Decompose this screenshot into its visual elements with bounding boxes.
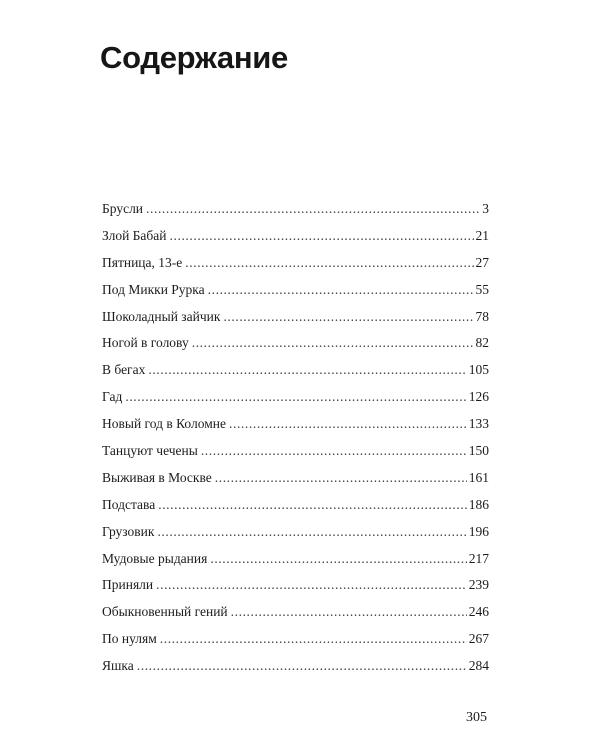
page-title: Содержание <box>100 40 288 75</box>
toc-entry-page-number: 267 <box>468 631 489 647</box>
dot-leader <box>192 335 474 351</box>
toc-entry <box>102 416 489 443</box>
toc-entry-page-number: 3 <box>482 201 489 216</box>
toc-entry <box>102 389 489 416</box>
toc-entry <box>102 443 489 470</box>
toc-entry <box>102 201 489 228</box>
toc-entry-title: В бегах <box>102 362 146 378</box>
toc-entry-page-number: 78 <box>475 308 489 324</box>
toc-entry-page-number: 246 <box>468 604 489 620</box>
toc-entry <box>102 658 489 685</box>
dot-leader <box>223 309 473 325</box>
dot-leader <box>146 201 480 217</box>
table-of-contents <box>102 201 489 685</box>
dot-leader <box>231 604 467 620</box>
toc-entry-page-number: 126 <box>468 389 489 405</box>
dot-leader <box>160 631 467 647</box>
toc-entry-title: Шоколадный зайчик <box>102 308 221 324</box>
toc-entry-title: Грузовик <box>102 523 155 539</box>
dot-leader <box>148 362 466 378</box>
toc-entry-title: Обыкновенный гений <box>102 604 228 620</box>
toc-entry-page-number: 82 <box>475 335 489 351</box>
toc-entry-title: Злой Бабай <box>102 227 167 243</box>
toc-entry-title: Мудовые рыдания <box>102 550 208 566</box>
toc-entry-page-number: 150 <box>468 443 489 459</box>
toc-entry-title: Брусли <box>102 201 144 216</box>
toc-entry-page-number: 27 <box>475 254 489 270</box>
toc-entry <box>102 309 489 336</box>
dot-leader <box>156 577 467 593</box>
dot-leader <box>185 255 473 271</box>
toc-entry-page-number: 133 <box>468 416 489 432</box>
dot-leader <box>201 443 467 459</box>
dot-leader <box>137 658 467 674</box>
toc-entry-title: Новый год в Коломне <box>102 416 226 432</box>
toc-entry-title: Гад <box>102 389 123 405</box>
toc-entry-title: Яшка <box>102 658 134 674</box>
toc-entry-title: По нулям <box>102 631 157 647</box>
dot-leader <box>215 470 467 486</box>
toc-entry-title: Под Микки Рурка <box>102 281 205 297</box>
dot-leader <box>125 389 466 405</box>
toc-entry-title: Танцуют чечены <box>102 443 198 459</box>
toc-entry-page-number: 186 <box>468 496 489 512</box>
toc-entry <box>102 497 489 524</box>
toc-entry <box>102 362 489 389</box>
toc-entry-page-number: 284 <box>468 658 489 674</box>
toc-entry-page-number: 217 <box>468 550 489 566</box>
toc-entry <box>102 255 489 282</box>
toc-entry <box>102 604 489 631</box>
toc-entry-page-number: 161 <box>468 469 489 485</box>
toc-entry <box>102 551 489 578</box>
dot-leader <box>210 551 466 567</box>
toc-entry <box>102 335 489 362</box>
toc-entry-page-number: 105 <box>468 362 489 378</box>
page-number: 305 <box>466 710 487 725</box>
toc-entry-page-number: 196 <box>468 523 489 539</box>
dot-leader <box>229 416 467 432</box>
toc-entry <box>102 228 489 255</box>
toc-entry-title: Пятница, 13-е <box>102 254 183 270</box>
toc-entry <box>102 470 489 497</box>
dot-leader <box>208 282 474 298</box>
toc-entry <box>102 524 489 551</box>
toc-entry-page-number: 55 <box>475 281 489 297</box>
toc-entry-page-number: 21 <box>475 227 489 243</box>
toc-entry <box>102 577 489 604</box>
toc-entry-title: Приняли <box>102 577 154 593</box>
toc-entry-title: Выживая в Москве <box>102 469 212 485</box>
toc-entry <box>102 631 489 658</box>
dot-leader <box>157 524 466 540</box>
toc-entry-page-number: 239 <box>468 577 489 593</box>
toc-entry-title: Ногой в голову <box>102 335 189 351</box>
toc-entry-title: Подстава <box>102 496 156 512</box>
dot-leader <box>170 228 474 244</box>
dot-leader <box>158 497 467 513</box>
toc-entry <box>102 282 489 309</box>
